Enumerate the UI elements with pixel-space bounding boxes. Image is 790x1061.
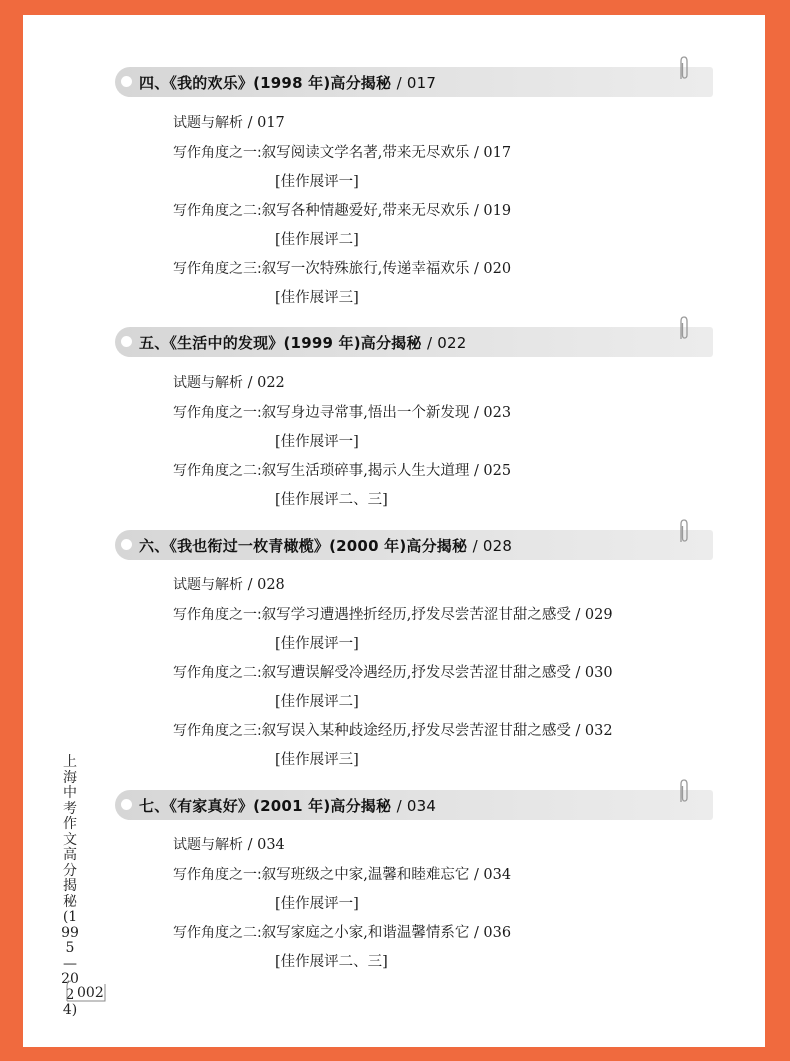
paperclip-icon xyxy=(677,315,689,341)
toc-entry[interactable]: 写作角度之二:叙写各种情趣爱好,带来无尽欢乐 / 019 xyxy=(173,203,512,219)
bullet-dot-icon xyxy=(121,76,132,87)
toc-subentry: [佳作展评二、三] xyxy=(275,954,388,970)
section-title: 五、《生活中的发现》(1999 年)高分揭秘 / 022 xyxy=(139,334,467,352)
toc-subentry: [佳作展评一] xyxy=(275,434,359,450)
section-title: 六、《我也衔过一枚青橄榄》(2000 年)高分揭秘 / 028 xyxy=(139,537,513,555)
paperclip-icon xyxy=(677,55,689,81)
toc-entry[interactable]: 试题与解析 / 017 xyxy=(173,115,285,131)
toc-entry[interactable]: 写作角度之三:叙写一次特殊旅行,传递幸福欢乐 / 020 xyxy=(173,261,512,277)
section-header-3[interactable] xyxy=(115,530,713,560)
toc-entry[interactable]: 试题与解析 / 022 xyxy=(173,375,285,391)
section-header-2[interactable] xyxy=(115,327,713,357)
toc-subentry: [佳作展评一] xyxy=(275,896,359,912)
bullet-dot-icon xyxy=(121,336,132,347)
section-title: 四、《我的欢乐》(1998 年)高分揭秘 / 017 xyxy=(139,74,437,92)
section-header-4[interactable] xyxy=(115,790,713,820)
toc-page xyxy=(23,15,765,1047)
toc-subentry: [佳作展评二] xyxy=(275,232,359,248)
toc-entry[interactable]: 写作角度之二:叙写生活琐碎事,揭示人生大道理 / 025 xyxy=(173,463,512,479)
toc-entry[interactable]: 写作角度之一:叙写身边寻常事,悟出一个新发现 / 023 xyxy=(173,405,512,421)
toc-subentry: [佳作展评三] xyxy=(275,752,359,768)
toc-subentry: [佳作展评三] xyxy=(275,290,359,306)
paperclip-icon xyxy=(677,518,689,544)
bullet-dot-icon xyxy=(121,799,132,810)
toc-entry[interactable]: 试题与解析 / 028 xyxy=(173,577,285,593)
toc-entry[interactable]: 写作角度之二:叙写遭误解受冷遇经历,抒发尽尝苦涩甘甜之感受 / 030 xyxy=(173,665,613,681)
paperclip-icon xyxy=(677,778,689,804)
book-side-title: 上海中考作文高分揭秘(1995—2024) xyxy=(61,754,79,1018)
toc-entry[interactable]: 写作角度之二:叙写家庭之小家,和谐温馨情系它 / 036 xyxy=(173,925,512,941)
toc-subentry: [佳作展评一] xyxy=(275,636,359,652)
toc-entry[interactable]: 写作角度之一:叙写班级之中家,温馨和睦难忘它 / 034 xyxy=(173,867,512,883)
bullet-dot-icon xyxy=(121,539,132,550)
toc-entry[interactable]: 写作角度之一:叙写学习遭遇挫折经历,抒发尽尝苦涩甘甜之感受 / 029 xyxy=(173,607,613,623)
toc-entry[interactable]: 试题与解析 / 034 xyxy=(173,837,285,853)
toc-subentry: [佳作展评二] xyxy=(275,694,359,710)
toc-subentry: [佳作展评二、三] xyxy=(275,492,388,508)
section-title: 七、《有家真好》(2001 年)高分揭秘 / 034 xyxy=(139,797,437,815)
toc-entry[interactable]: 写作角度之三:叙写误入某种歧途经历,抒发尽尝苦涩甘甜之感受 / 032 xyxy=(173,723,613,739)
page-number: 002 xyxy=(77,985,104,1001)
section-header-1[interactable] xyxy=(115,67,713,97)
toc-subentry: [佳作展评一] xyxy=(275,174,359,190)
toc-entry[interactable]: 写作角度之一:叙写阅读文学名著,带来无尽欢乐 / 017 xyxy=(173,145,512,161)
